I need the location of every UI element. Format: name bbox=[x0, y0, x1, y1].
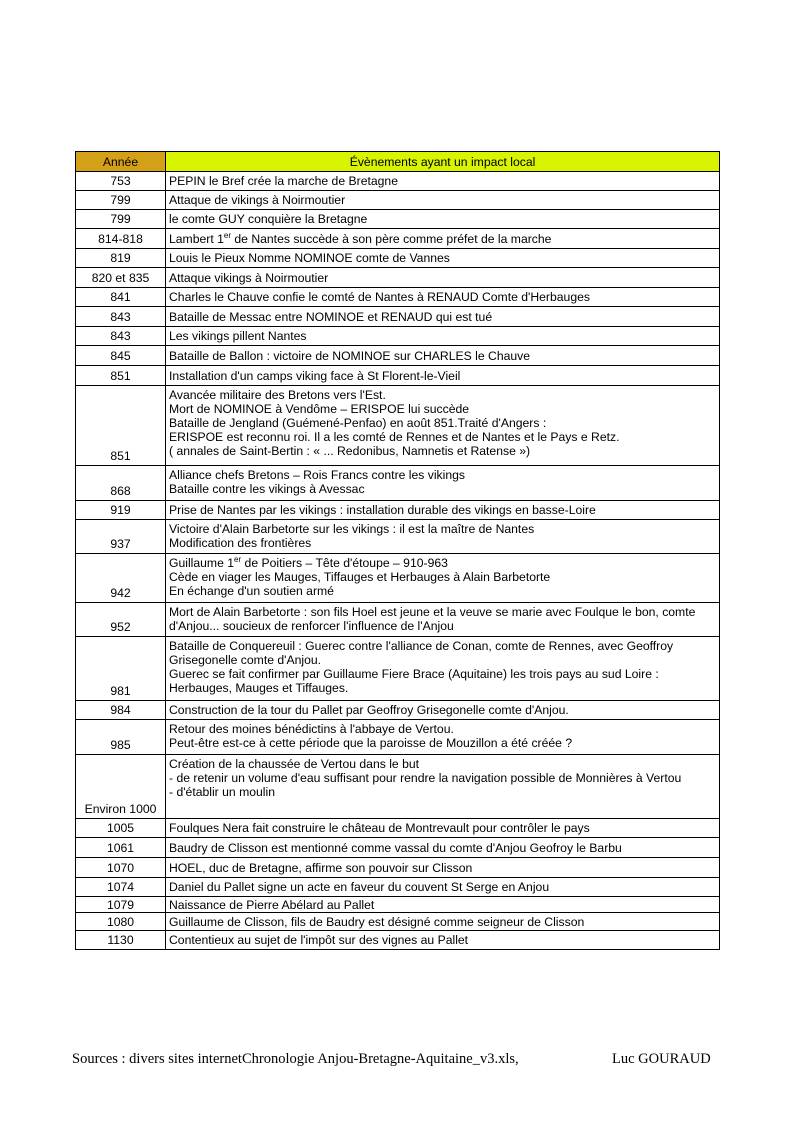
event-cell: Charles le Chauve confie le comté de Nantes à RENAUD Comte d'Herbauges bbox=[166, 288, 720, 307]
event-cell: Baudry de Clisson est mentionné comme vassal du comte d'Anjou Geofroy le Barbu bbox=[166, 838, 720, 858]
year-cell: 919 bbox=[76, 501, 166, 520]
event-cell: Daniel du Pallet signe un acte en faveur du couvent St Serge en Anjou bbox=[166, 878, 720, 897]
footer-filename: Chronologie Anjou-Bretagne-Aquitaine_v3.xls, bbox=[242, 1051, 519, 1067]
year-cell: 952 bbox=[76, 603, 166, 637]
table-row bbox=[76, 819, 720, 838]
year-cell: 937 bbox=[76, 520, 166, 554]
table-header-row bbox=[76, 152, 720, 172]
event-cell: Création de la chaussée de Vertou dans le but - de retenir un volume d'eau suffisant pour rendre la navigation possible de Monnières à Vertou - d'établir un moulin bbox=[166, 755, 720, 819]
year-cell: 985 bbox=[76, 720, 166, 755]
footer-author: Luc GOURAUD bbox=[612, 1051, 711, 1067]
event-cell: Avancée militaire des Bretons vers l'Est. Mort de NOMINOE à Vendôme – ERISPOE lui succède Bataille de Jengland (Guémené-Penfao) en août 851.Traité d'Angers : ERISPOE est reconnu roi. Il a les comté de Rennes et de Nantes et le Pays e Retz. ( annales de Saint-Bertin : « ... Redonibus, Namnetis et Ratense ») bbox=[166, 386, 720, 466]
year-cell: 851 bbox=[76, 366, 166, 386]
table-row bbox=[76, 520, 720, 554]
table-row bbox=[76, 755, 720, 819]
year-cell: Environ 1000 bbox=[76, 755, 166, 819]
year-cell: 984 bbox=[76, 701, 166, 720]
table-row bbox=[76, 603, 720, 637]
table-row bbox=[76, 268, 720, 288]
year-cell: 843 bbox=[76, 327, 166, 346]
year-cell: 1061 bbox=[76, 838, 166, 858]
event-cell: Prise de Nantes par les vikings : installation durable des vikings en basse-Loire bbox=[166, 501, 720, 520]
table-row bbox=[76, 637, 720, 701]
footer-sources: Sources : divers sites internet bbox=[72, 1051, 242, 1067]
event-text: de Poitiers – Tête d'étoupe – 910-963 Cède en viager les Mauges, Tiffauges et Herbauges à Alain Barbetorte En échange d'un soutien armé bbox=[169, 556, 551, 598]
event-cell: Bataille de Messac entre NOMINOE et RENAUD qui est tué bbox=[166, 307, 720, 327]
year-cell: 814-818 bbox=[76, 229, 166, 249]
table-row bbox=[76, 931, 720, 950]
table-row bbox=[76, 838, 720, 858]
table-row bbox=[76, 307, 720, 327]
table-row bbox=[76, 191, 720, 210]
year-cell: 1130 bbox=[76, 931, 166, 950]
event-cell: Attaque vikings à Noirmoutier bbox=[166, 268, 720, 288]
year-cell: 981 bbox=[76, 637, 166, 701]
year-cell: 942 bbox=[76, 554, 166, 603]
event-cell: Victoire d'Alain Barbetorte sur les vikings : il est la maître de Nantes Modification des frontières bbox=[166, 520, 720, 554]
event-cell: Installation d'un camps viking face à St Florent-le-Vieil bbox=[166, 366, 720, 386]
table-row bbox=[76, 554, 720, 603]
table-row bbox=[76, 249, 720, 268]
chronology-table bbox=[75, 151, 720, 950]
event-column-header: Évènements ayant un impact local bbox=[166, 152, 720, 172]
event-cell: HOEL, duc de Bretagne, affirme son pouvoir sur Clisson bbox=[166, 858, 720, 878]
event-cell: Bataille de Conquereuil : Guerec contre l'alliance de Conan, comte de Rennes, avec Geoffroy Grisegonelle comte d'Anjou. Guerec se fait confirmer par Guillaume Fiere Brace (Aquitaine) les trois pays au sud Loire : Herbauges, Mauges et Tiffauges. bbox=[166, 637, 720, 701]
event-cell: Alliance chefs Bretons – Rois Francs contre les vikings Bataille contre les vikings à Avessac bbox=[166, 466, 720, 501]
event-cell: Naissance de Pierre Abélard au Pallet bbox=[166, 897, 720, 913]
year-cell: 819 bbox=[76, 249, 166, 268]
table-row bbox=[76, 366, 720, 386]
table-row bbox=[76, 288, 720, 307]
year-cell: 820 et 835 bbox=[76, 268, 166, 288]
event-cell: Retour des moines bénédictins à l'abbaye de Vertou. Peut-être est-ce à cette période que la paroisse de Mouzillon a été créée ? bbox=[166, 720, 720, 755]
year-cell: 799 bbox=[76, 191, 166, 210]
table-row bbox=[76, 327, 720, 346]
year-cell: 841 bbox=[76, 288, 166, 307]
year-cell: 799 bbox=[76, 210, 166, 229]
year-column-header: Année bbox=[76, 152, 166, 172]
year-cell: 1079 bbox=[76, 897, 166, 913]
table-row bbox=[76, 229, 720, 249]
table-row bbox=[76, 346, 720, 366]
table-row bbox=[76, 172, 720, 191]
event-cell: Construction de la tour du Pallet par Geoffroy Grisegonelle comte d'Anjou. bbox=[166, 701, 720, 720]
event-cell: Contentieux au sujet de l'impôt sur des vignes au Pallet bbox=[166, 931, 720, 950]
event-cell: Louis le Pieux Nomme NOMINOE comte de Vannes bbox=[166, 249, 720, 268]
event-text: de Nantes succède à son père comme préfet de la marche bbox=[231, 231, 552, 246]
year-cell: 845 bbox=[76, 346, 166, 366]
table-row bbox=[76, 897, 720, 913]
year-cell: 851 bbox=[76, 386, 166, 466]
event-text: Guillaume 1 bbox=[169, 556, 235, 570]
table-row bbox=[76, 466, 720, 501]
table-row bbox=[76, 386, 720, 466]
table-body bbox=[76, 172, 720, 950]
event-cell: Les vikings pillent Nantes bbox=[166, 327, 720, 346]
event-cell bbox=[166, 554, 720, 603]
event-cell: Foulques Nera fait construire le château de Montrevault pour contrôler le pays bbox=[166, 819, 720, 838]
year-cell: 1080 bbox=[76, 913, 166, 931]
ordinal-superscript: er bbox=[234, 554, 242, 564]
year-cell: 1074 bbox=[76, 878, 166, 897]
event-cell: Attaque de vikings à Noirmoutier bbox=[166, 191, 720, 210]
year-cell: 1070 bbox=[76, 858, 166, 878]
year-cell: 753 bbox=[76, 172, 166, 191]
table-row bbox=[76, 210, 720, 229]
table-row bbox=[76, 501, 720, 520]
table-row bbox=[76, 858, 720, 878]
event-text: Lambert 1 bbox=[169, 231, 224, 246]
ordinal-superscript: er bbox=[223, 230, 231, 240]
event-cell: Guillaume de Clisson, fils de Baudry est désigné comme seigneur de Clisson bbox=[166, 913, 720, 931]
table-row bbox=[76, 720, 720, 755]
event-cell: Mort de Alain Barbetorte : son fils Hoel est jeune et la veuve se marie avec Foulque le bon, comte d'Anjou... soucieux de renforcer l'influence de l'Anjou bbox=[166, 603, 720, 637]
table-row bbox=[76, 913, 720, 931]
year-cell: 843 bbox=[76, 307, 166, 327]
event-cell: le comte GUY conquière la Bretagne bbox=[166, 210, 720, 229]
event-cell: Bataille de Ballon : victoire de NOMINOE sur CHARLES le Chauve bbox=[166, 346, 720, 366]
year-cell: 1005 bbox=[76, 819, 166, 838]
event-cell bbox=[166, 229, 720, 249]
table-row bbox=[76, 878, 720, 897]
year-cell: 868 bbox=[76, 466, 166, 501]
event-cell: PEPIN le Bref crée la marche de Bretagne bbox=[166, 172, 720, 191]
table-row bbox=[76, 701, 720, 720]
